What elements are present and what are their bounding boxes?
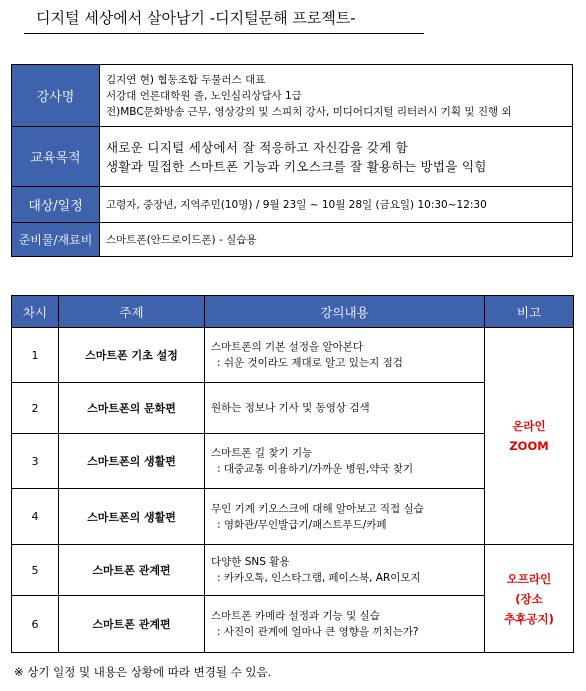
purpose-line: 새로운 디지털 세상에서 잘 적응하고 자신감을 갖게 함 <box>106 139 409 155</box>
header-content: 강의내용 <box>205 296 485 328</box>
instructor-line: 김지연 현) 협동조합 두물러스 대표 <box>106 73 266 86</box>
table-row <box>12 545 574 596</box>
session-topic: 스마트폰 관계편 <box>59 545 205 596</box>
session-number: 1 <box>12 328 59 383</box>
purpose-line: 생활과 밀접한 스마트폰 기능과 키오스크를 잘 활용하는 방법을 익힘 <box>106 158 487 174</box>
session-number: 2 <box>12 383 59 434</box>
materials-value: 스마트폰(안드로이드폰) - 실습용 <box>100 223 573 257</box>
purpose-label: 교육목적 <box>12 127 100 187</box>
session-number: 3 <box>12 434 59 489</box>
target-label: 대상/일정 <box>12 187 100 223</box>
session-content: 무인 기계 키오스크에 대해 알아보고 직접 실습 : 영화관/무인발급기/패스트푸드/카페 <box>205 489 485 545</box>
target-value: 고령자, 중장년, 지역주민(10명) / 9월 23일 ~ 10월 28일 (금요일) 10:30~12:30 <box>100 187 573 223</box>
session-topic: 스마트폰 기초 설정 <box>59 328 205 383</box>
session-topic: 스마트폰의 문화편 <box>59 383 205 434</box>
session-content: 스마트폰 카메라 설정과 기능 및 실습 : 사진이 관계에 얼마나 큰 영향을 끼치는가? <box>205 596 485 653</box>
instructor-row <box>12 65 573 127</box>
document-title: 디지털 세상에서 살아남기 -디지털문해 프로젝트- <box>24 8 424 34</box>
header-topic: 주제 <box>59 296 205 328</box>
session-number: 4 <box>12 489 59 545</box>
table-row <box>12 328 574 383</box>
session-number: 5 <box>12 545 59 596</box>
session-content: 스마트폰 길 찾기 기능 : 대중교통 이용하기/가까운 병원,약국 찾기 <box>205 434 485 489</box>
session-number: 6 <box>12 596 59 653</box>
session-topic: 스마트폰의 생활편 <box>59 489 205 545</box>
header-session: 차시 <box>12 296 59 328</box>
header-note: 비고 <box>485 296 574 328</box>
session-topic: 스마트폰의 생활편 <box>59 434 205 489</box>
note-online: 온라인 ZOOM <box>485 328 574 545</box>
session-content: 다양한 SNS 활용 : 카카오톡, 인스타그램, 페이스북, AR이모지 <box>205 545 485 596</box>
footer-note: ※ 상기 일정 및 내용은 상황에 따라 변경될 수 있음. <box>14 665 272 679</box>
materials-row <box>12 223 573 257</box>
session-content: 스마트폰의 기본 설정을 알아본다 : 쉬운 것이라도 제대로 알고 있는지 점검 <box>205 328 485 383</box>
target-row <box>12 187 573 223</box>
note-offline: 오프라인 (장소 추후공지) <box>485 545 574 653</box>
purpose-value <box>100 127 573 187</box>
instructor-label: 강사명 <box>12 65 100 127</box>
instructor-value <box>100 65 573 127</box>
instructor-line: 전)MBC문화방송 근무, 영상강의 및 스피치 강사, 미디어디지털 리터러시 기획 및 진행 외 <box>106 105 512 118</box>
instructor-line: 서강대 언론대학원 졸, 노인심리상담사 1급 <box>106 89 302 102</box>
course-info-table <box>11 64 573 257</box>
session-topic: 스마트폰 관계편 <box>59 596 205 653</box>
session-content: 원하는 정보나 기사 및 동영상 검색 <box>205 383 485 434</box>
purpose-row <box>12 127 573 187</box>
schedule-table <box>11 295 574 653</box>
schedule-header-row <box>12 296 574 328</box>
materials-label: 준비물/재료비 <box>12 223 100 257</box>
